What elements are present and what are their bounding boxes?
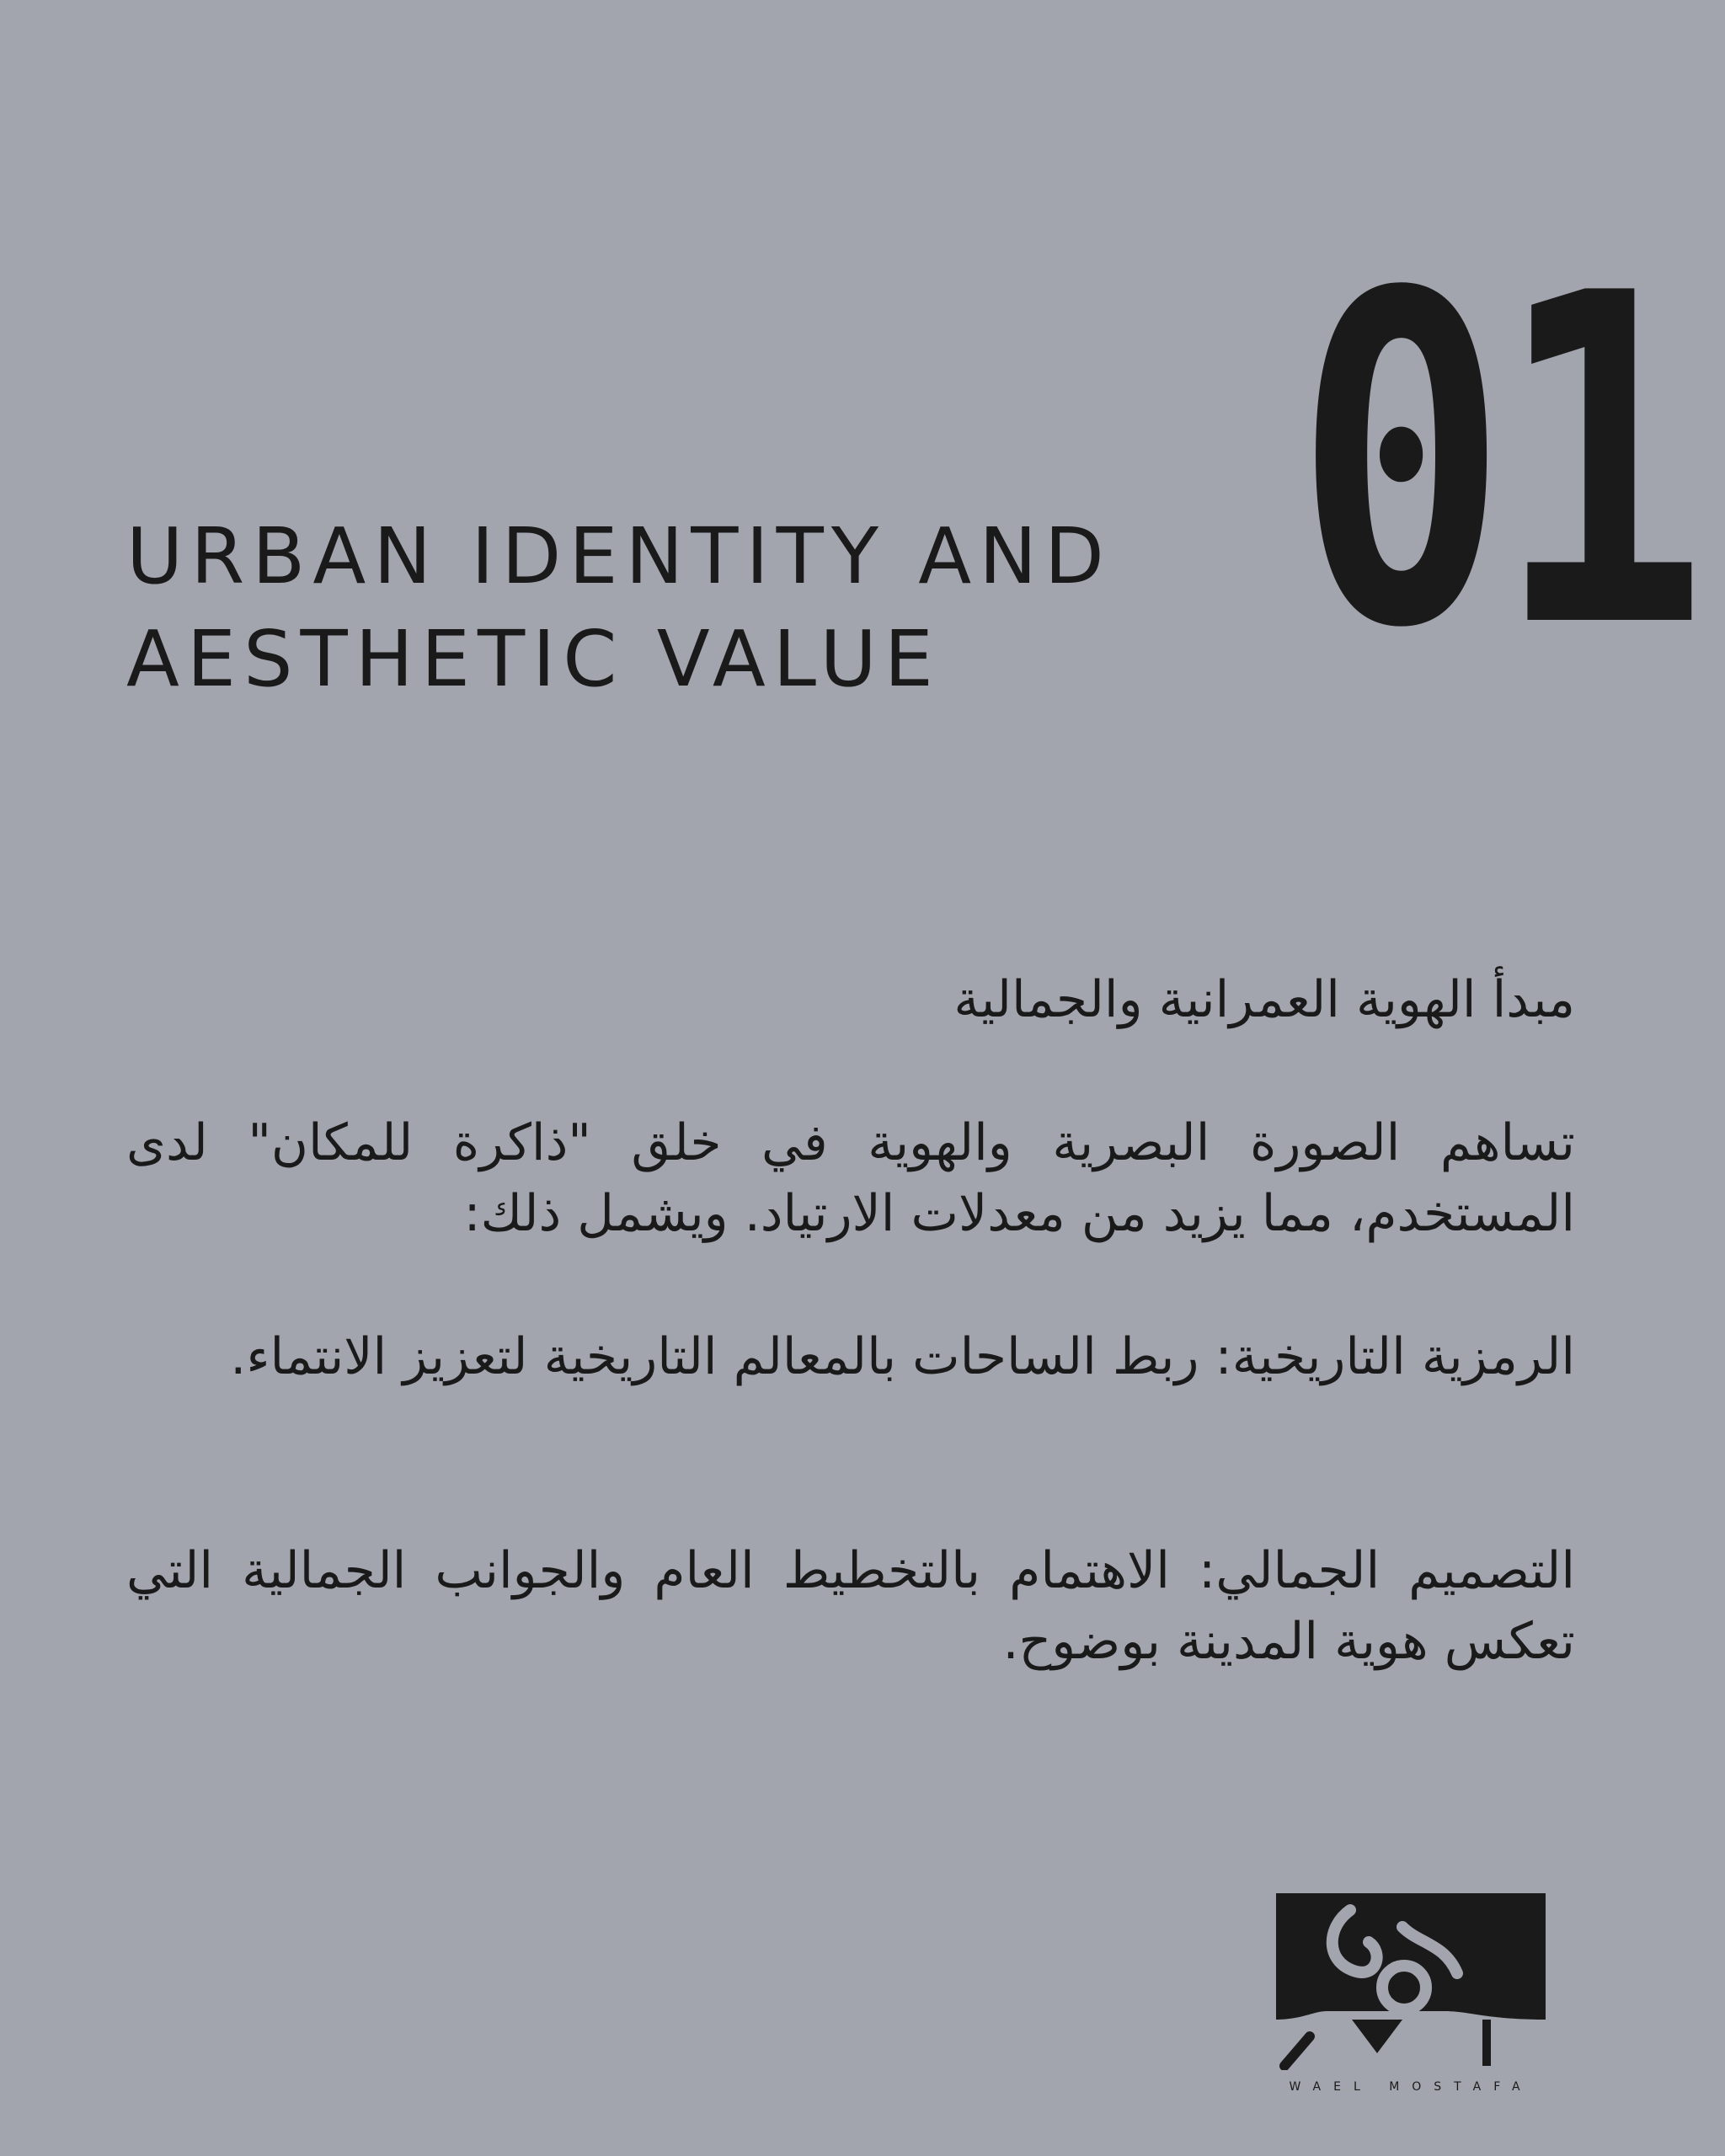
- slide-title-line-2: AESTHETIC VALUE: [126, 614, 941, 704]
- slide-title-line-1: URBAN IDENTITY AND: [126, 511, 1112, 601]
- calligraphy-logo-icon: [1276, 1893, 1546, 2070]
- brand-name: WAEL MOSTAFA: [1289, 2080, 1533, 2094]
- aesthetic-design-paragraph: التصميم الجمالي: الاهتمام بالتخطيط العام والجوانب الجمالية التي تعكس هوية المدينة بوضوح.: [126, 1541, 1575, 1671]
- section-heading: مبدأ الهوية العمرانية والجمالية: [953, 970, 1575, 1029]
- slide-title: [126, 505, 1137, 711]
- intro-paragraph: تساهم الصورة البصرية والهوية في خلق "ذاكرة للمكان" لدى المستخدم، مما يزيد من معدلات الارتياد. ويشمل ذلك:: [126, 1113, 1575, 1243]
- body-text: [126, 964, 1575, 1677]
- historical-symbolism-paragraph: الرمزية التاريخية: ربط الساحات بالمعالم التاريخية لتعزيز الانتماء.: [230, 1327, 1575, 1386]
- slide-number: 01: [1294, 199, 1696, 728]
